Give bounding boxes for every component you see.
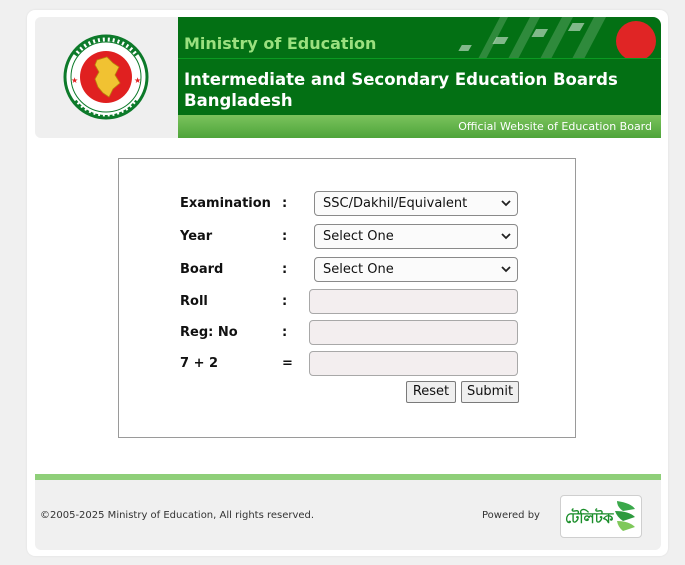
teletalk-logo-icon[interactable]	[560, 495, 642, 538]
roll-label: Roll	[180, 294, 208, 309]
reg-no-input[interactable]	[309, 320, 518, 345]
reg-no-separator: :	[282, 325, 288, 340]
ministry-title: Ministry of Education	[184, 34, 377, 53]
svg-text:★: ★	[71, 76, 79, 85]
examination-label: Examination	[180, 196, 271, 211]
year-select[interactable]	[314, 224, 518, 249]
powered-by-label: Powered by	[482, 510, 540, 521]
logo-area	[35, 17, 178, 138]
captcha-label: 7 + 2	[180, 356, 219, 371]
board-select-value: Select One	[323, 262, 394, 277]
site-header	[35, 17, 661, 138]
header-divider	[178, 58, 661, 59]
roll-separator: :	[282, 294, 288, 309]
submit-button[interactable]: Submit	[461, 381, 519, 403]
captcha-separator: =	[282, 356, 293, 371]
teletalk-leaf-icon	[613, 499, 639, 533]
site-footer	[35, 480, 661, 550]
board-title: Intermediate and Secondary Education Boards Bangladesh	[184, 70, 618, 110]
official-website-label: Official Website of Education Board	[458, 120, 652, 133]
board-select[interactable]	[314, 257, 518, 282]
year-label: Year	[180, 229, 213, 244]
svg-text:★: ★	[134, 76, 142, 85]
board-label: Board	[180, 262, 224, 277]
copyright-text: ©2005-2025 Ministry of Education, All rights reserved.	[40, 510, 315, 521]
year-select-value: Select One	[323, 229, 394, 244]
decorative-stripes-icon	[448, 17, 661, 59]
examination-select[interactable]	[314, 191, 518, 216]
chevron-down-icon	[501, 231, 511, 241]
reg-no-label: Reg: No	[180, 325, 238, 340]
header-banner	[178, 17, 661, 138]
captcha-input[interactable]	[309, 351, 518, 376]
roll-input[interactable]	[309, 289, 518, 314]
year-separator: :	[282, 229, 288, 244]
board-separator: :	[282, 262, 288, 277]
chevron-down-icon	[501, 198, 511, 208]
examination-select-value: SSC/Dakhil/Equivalent	[323, 196, 468, 211]
examination-separator: :	[282, 196, 288, 211]
reset-button[interactable]: Reset	[406, 381, 456, 403]
chevron-down-icon	[501, 264, 511, 274]
bangladesh-govt-seal-icon	[35, 17, 178, 138]
teletalk-logo-text: টেলিটক	[565, 509, 614, 527]
